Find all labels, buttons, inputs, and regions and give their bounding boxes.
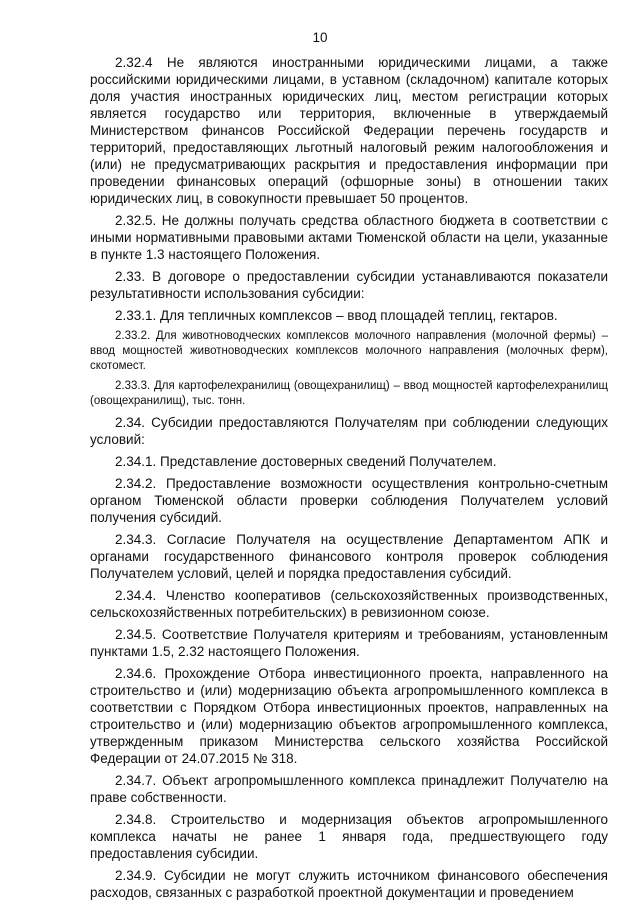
paragraph-2-34: 2.34. Субсидии предоставляются Получателям при соблюдении следующих условий: — [90, 415, 608, 447]
paragraph-2-34-8: 2.34.8. Строительство и модернизация объектов агропромышленного комплекса начаты не ранее 1 января года, предшествующего году предоставления субсидии. — [90, 812, 608, 861]
paragraph-2-34-1: 2.34.1. Представление достоверных сведений Получателем. — [115, 454, 497, 469]
paragraph-2-34-3: 2.34.3. Согласие Получателя на осуществление Департаментом АПК и органами государственного финансового контроля проверок соблюдения Получателем условий, целей и порядка предоставления субсидий. — [90, 532, 608, 581]
page-number: 10 — [312, 30, 328, 45]
paragraph-2-32-4: 2.32.4 Не являются иностранными юридическими лицами, а также российскими юридическими лицами, в уставном (складочном) капитале которых доля участия иностранных юридических лиц, местом регистрации которых является государство или территория, включенные в утверждаемый Министерством финансов Российской Федерации перечень государств и территорий, предоставляющих льготный налоговый режим налогообложения и (или) не предусматривающих раскрытия и предоставления информации при проведении финансовых операций (офшорные зоны) в отношении таких юридических лиц, в совокупности превышает 50 процентов. — [90, 55, 608, 206]
paragraph-2-33-2: 2.33.2. Для животноводческих комплексов молочного направления (молочной фермы) – ввод мощностей животноводческих комплексов молочного направления (молочных ферм), скотомест. — [90, 330, 608, 372]
paragraph-2-33-3: 2.33.3. Для картофелехранилищ (овощехранилищ) – ввод мощностей картофелехранилищ (овощехранилищ), тыс. тонн. — [90, 380, 608, 407]
paragraph-2-34-7: 2.34.7. Объект агропромышленного комплекса принадлежит Получателю на праве собственности. — [90, 773, 608, 805]
paragraph-2-34-5: 2.34.5. Соответствие Получателя критериям и требованиям, установленным пунктами 1.5, 2.32 настоящего Положения. — [90, 627, 608, 659]
paragraph-2-33-1: 2.33.1. Для тепличных комплексов – ввод площадей теплиц, гектаров. — [115, 308, 558, 323]
paragraph-2-33: 2.33. В договоре о предоставлении субсидии устанавливаются показатели результативности использования субсидии: — [90, 269, 608, 301]
paragraph-2-34-6: 2.34.6. Прохождение Отбора инвестиционного проекта, направленного на строительство и (или) модернизацию объекта агропромышленного комплекса в соответствии с Порядком Отбора инвестиционных проектов, направленных на строительство и (или) модернизацию объектов агропромышленного комплекса, утвержденным приказом Министерства сельского хозяйства Российской Федерации от 24.07.2015 № 318. — [90, 666, 608, 766]
paragraph-2-34-2: 2.34.2. Предоставление возможности осуществления контрольно-счетным органом Тюменской области проверки соблюдения Получателем условий получения субсидий. — [90, 476, 608, 525]
paragraph-2-34-9: 2.34.9. Субсидии не могут служить источником финансового обеспечения расходов, связанных с разработкой проектной документации и проведением — [90, 868, 608, 900]
paragraph-2-32-5: 2.32.5. Не должны получать средства областного бюджета в соответствии с иными нормативными правовыми актами Тюменской области на цели, указанные в пункте 1.3 настоящего Положения. — [90, 213, 608, 262]
document-body — [90, 54, 608, 906]
paragraph-2-34-4: 2.34.4. Членство кооперативов (сельскохозяйственных производственных, сельскохозяйственных потребительских) в ревизионном союзе. — [90, 588, 608, 620]
